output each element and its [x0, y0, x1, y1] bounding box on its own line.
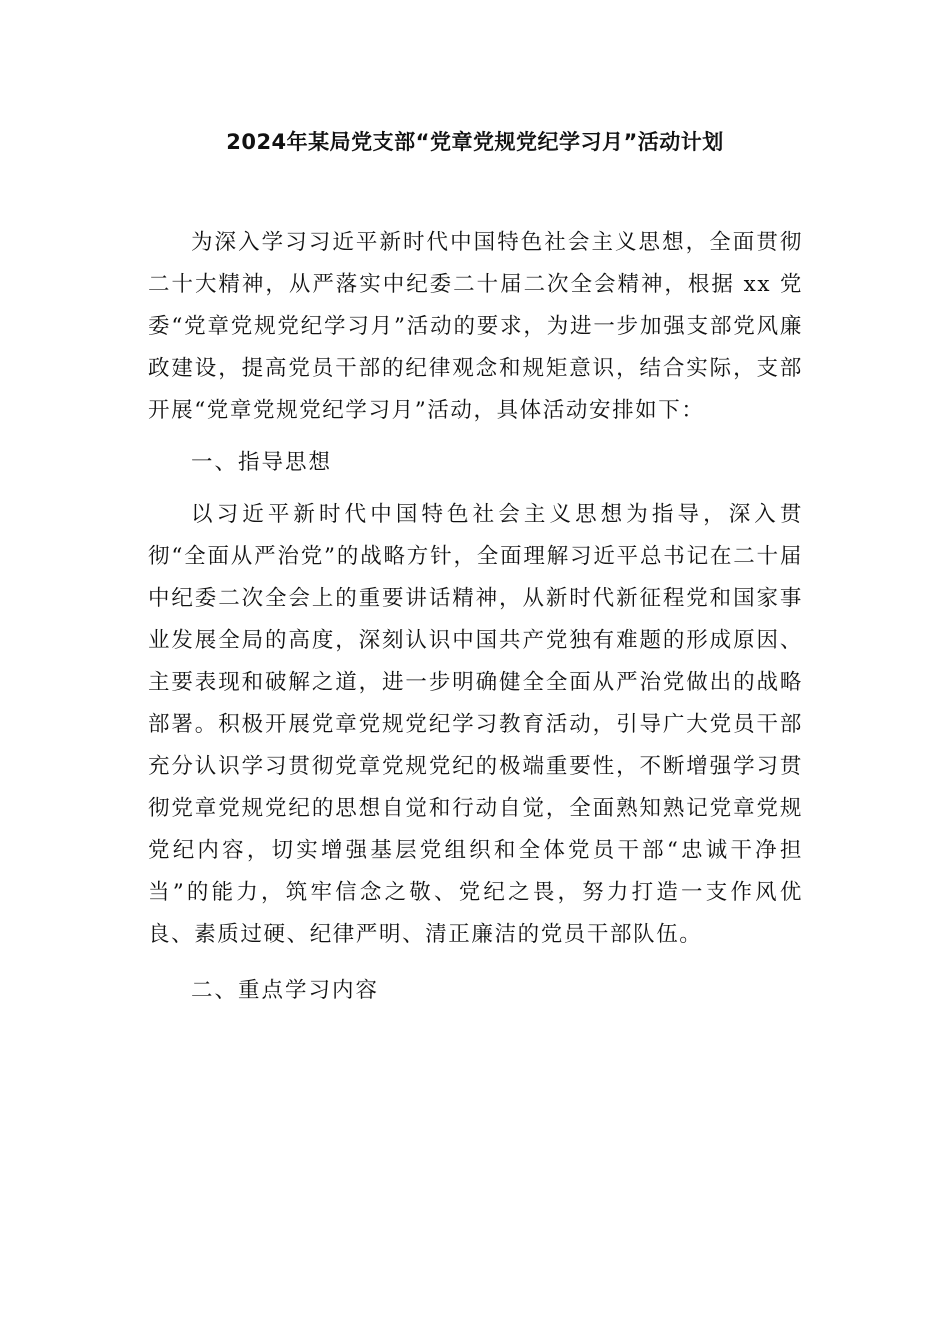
document-title: 2024年某局党支部“党章党规党纪学习月”活动计划 [226, 130, 724, 154]
document-body [148, 222, 803, 1012]
intro-paragraph: 为深入学习习近平新时代中国特色社会主义思想，全面贯彻二十大精神，从严落实中纪委二十届二次全会精神，根据 xx 党委“党章党规党纪学习月”活动的要求，为进一步加强支部党风廉政建设，提高党员干部的纪律观念和规矩意识，结合实际，支部开展“党章党规党纪学习月”活动，具体活动安排如下： [148, 230, 803, 423]
guiding-ideology-paragraph: 以习近平新时代中国特色社会主义思想为指导，深入贯彻“全面从严治党”的战略方针，全面理解习近平总书记在二十届中纪委二次全会上的重要讲话精神，从新时代新征程党和国家事业发展全局的高度，深刻认识中国共产党独有难题的形成原因、主要表现和破解之道，进一步明确健全全面从严治党做出的战略部署。积极开展党章党规党纪学习教育活动，引导广大党员干部充分认识学习贯彻党章党规党纪的极端重要性，不断增强学习贯彻党章党规党纪的思想自觉和行动自觉，全面熟知熟记党章党规党纪内容，切实增强基层党组织和全体党员干部“忠诚干净担当”的能力，筑牢信念之敬、党纪之畏，努力打造一支作风优良、素质过硬、纪律严明、清正廉洁的党员干部队伍。 [148, 502, 803, 947]
section-heading-guiding-ideology: 一、指导思想 [191, 450, 333, 475]
section-heading-key-study-content: 二、重点学习内容 [191, 978, 380, 1003]
